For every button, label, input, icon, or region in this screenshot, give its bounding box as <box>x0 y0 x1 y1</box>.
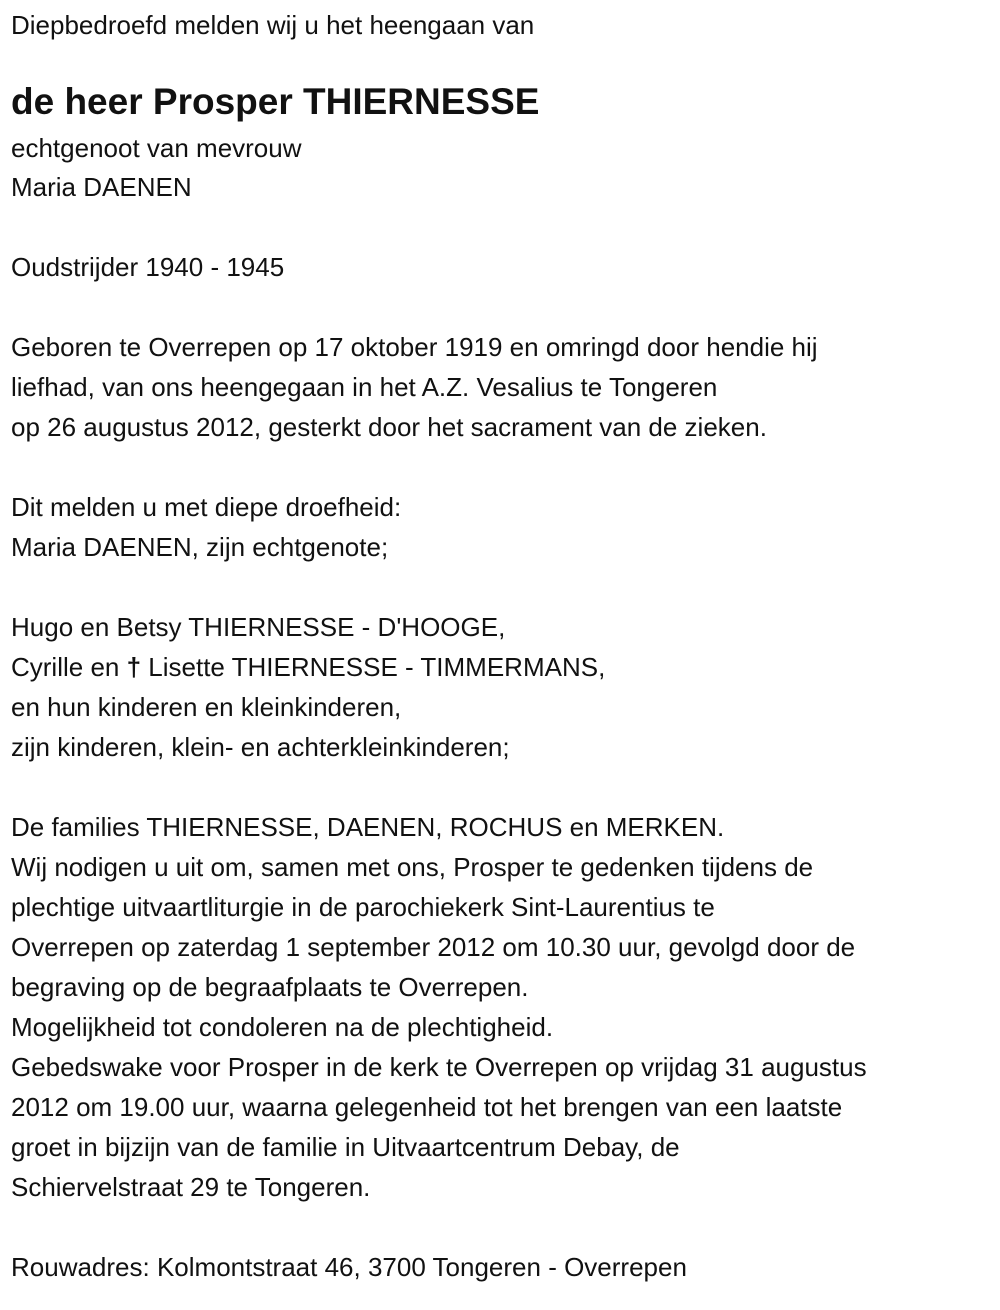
veteran-text: Oudstrijder 1940 - 1945 <box>11 252 285 282</box>
funeral-line: begraving op de begraafplaats te Overrepen. <box>11 972 529 1002</box>
birth-line: op 26 augustus 2012, gesterkt door het sacrament van de zieken. <box>11 412 767 442</box>
family-line: zijn kinderen, klein- en achterkleinkinderen; <box>11 732 510 762</box>
funeral-line: Gebedswake voor Prosper in de kerk te Overrepen op vrijdag 31 augustus <box>11 1052 867 1082</box>
family-line: en hun kinderen en kleinkinderen, <box>11 692 402 722</box>
funeral-line: Wij nodigen u uit om, samen met ons, Prosper te gedenken tijdens de <box>11 852 814 882</box>
cross-icon: † <box>126 652 142 682</box>
funeral-line: De families THIERNESSE, DAENEN, ROCHUS en MERKEN. <box>11 812 725 842</box>
intro-text: Diepbedroefd melden wij u het heengaan van <box>11 10 535 40</box>
obituary-notice <box>11 5 867 1287</box>
deceased-name: de heer Prosper THIERNESSE <box>11 81 540 122</box>
birth-line: liefhad, van ons heengegaan in het A.Z. Vesalius te Tongeren <box>11 372 718 402</box>
spouse-label: echtgenoot van mevrouw <box>11 133 302 163</box>
family-line <box>11 647 867 687</box>
mourners-spouse: Maria DAENEN, zijn echtgenote; <box>11 532 389 562</box>
funeral-line: 2012 om 19.00 uur, waarna gelegenheid tot het brengen van een laatste <box>11 1092 843 1122</box>
spouse-name: Maria DAENEN <box>11 172 192 202</box>
funeral-line: plechtige uitvaartliturgie in de parochiekerk Sint-Laurentius te <box>11 892 715 922</box>
family-line: Hugo en Betsy THIERNESSE - D'HOOGE, <box>11 612 506 642</box>
funeral-line: groet in bijzijn van de familie in Uitvaartcentrum Debay, de <box>11 1132 680 1162</box>
family-text: Cyrille en <box>11 652 127 682</box>
family-text: Lisette THIERNESSE - TIMMERMANS, <box>141 652 606 682</box>
funeral-line: Mogelijkheid tot condoleren na de plechtigheid. <box>11 1012 554 1042</box>
mourning-address: Rouwadres: Kolmontstraat 46, 3700 Tongeren - Overrepen <box>11 1252 687 1282</box>
funeral-line: Overrepen op zaterdag 1 september 2012 om 10.30 uur, gevolgd door de <box>11 932 856 962</box>
funeral-line: Schiervelstraat 29 te Tongeren. <box>11 1172 371 1202</box>
mourners-intro: Dit melden u met diepe droefheid: <box>11 492 402 522</box>
birth-line: Geboren te Overrepen op 17 oktober 1919 en omringd door hendie hij <box>11 332 818 362</box>
